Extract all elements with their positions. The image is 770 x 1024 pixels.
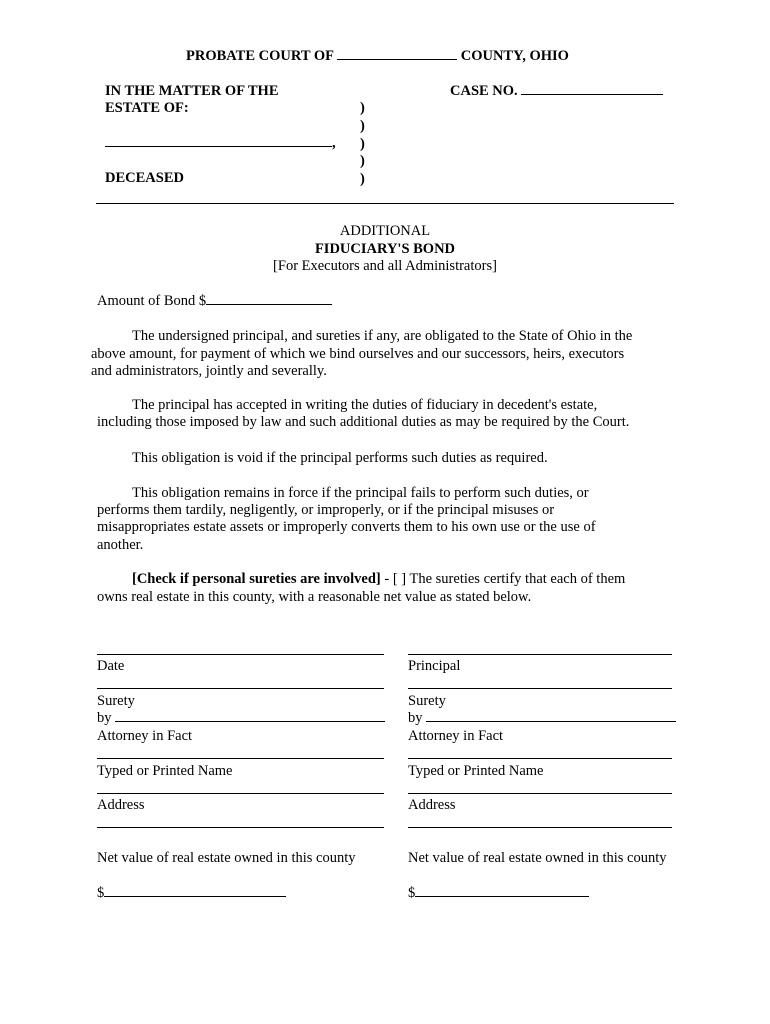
paren-1: ) (360, 100, 365, 116)
left-dollar-sign: $ (97, 885, 105, 901)
estate-name-blank[interactable] (105, 134, 332, 147)
paren-2: ) (360, 118, 365, 134)
right-attorney-label: Attorney in Fact (408, 728, 504, 744)
paren-4: ) (360, 153, 365, 169)
left-address-line2[interactable] (97, 827, 384, 828)
left-typed-line[interactable] (97, 758, 384, 759)
personal-sureties-label: [Check if personal sureties are involved] (132, 571, 381, 587)
right-surety-label: Surety (408, 693, 446, 709)
right-address-line[interactable] (408, 793, 672, 794)
left-dollar-line (97, 884, 286, 902)
amount-of-bond (97, 292, 332, 310)
para2-line1: The principal has accepted in writing the duties of fiduciary in decedent's estate, (132, 397, 598, 413)
para4-line1: This obligation remains in force if the principal fails to perform such duties, or (132, 485, 589, 501)
date-signature-line[interactable] (97, 654, 384, 655)
right-by-label: by (408, 710, 423, 726)
para4-line4: another. (97, 537, 144, 553)
title-additional: ADDITIONAL (339, 223, 431, 239)
para3: This obligation is void if the principal performs such duties as required. (132, 450, 548, 466)
para1-line1: The undersigned principal, and sureties if any, are obligated to the State of Ohio in the (132, 328, 633, 344)
para5-line2: owns real estate in this county, with a reasonable net value as stated below. (97, 589, 532, 605)
court-suffix: COUNTY, OHIO (460, 48, 569, 64)
left-surety-label: Surety (97, 693, 135, 709)
right-typed-line[interactable] (408, 758, 672, 759)
para4-line2: performs them tardily, negligently, or improperly, or if the principal misuses or (97, 502, 555, 518)
right-address-label: Address (408, 797, 456, 813)
case-number (450, 82, 663, 100)
left-address-label: Address (97, 797, 145, 813)
left-by-blank[interactable] (115, 709, 385, 722)
para1-line2: above amount, for payment of which we bind ourselves and our successors, heirs, executors (91, 346, 625, 362)
deceased-label: DECEASED (105, 170, 184, 186)
principal-signature-line[interactable] (408, 654, 672, 655)
para4-line3: misappropriates estate assets or improperly converts them to his own use or the use of (97, 519, 596, 535)
right-net-value-label: Net value of real estate owned in this county (408, 850, 667, 866)
right-dollar-line (408, 884, 589, 902)
right-surety-line[interactable] (408, 688, 672, 689)
principal-label: Principal (408, 658, 461, 674)
para2-line2: including those imposed by law and such additional duties as may be required by the Court. (97, 414, 630, 430)
para5-line1 (132, 570, 625, 588)
left-dollar-blank[interactable] (104, 884, 286, 897)
para1-line3: and administrators, jointly and severally. (91, 363, 327, 379)
paren-3: ) (360, 136, 365, 152)
header-divider (96, 203, 674, 204)
amount-blank[interactable] (206, 292, 332, 305)
amount-label: Amount of Bond $ (97, 293, 207, 309)
left-typed-label: Typed or Printed Name (97, 763, 233, 779)
right-typed-label: Typed or Printed Name (408, 763, 544, 779)
right-by-line (408, 709, 676, 727)
title-subtitle: [For Executors and all Administrators] (273, 258, 497, 274)
left-by-label: by (97, 710, 112, 726)
estate-comma: , (332, 135, 336, 151)
case-no-label: CASE NO. (450, 83, 518, 99)
right-address-line2[interactable] (408, 827, 672, 828)
right-dollar-blank[interactable] (415, 884, 589, 897)
paren-5: ) (360, 171, 365, 187)
date-label: Date (97, 658, 125, 674)
title-bond: FIDUCIARY'S BOND (314, 241, 456, 257)
right-by-blank[interactable] (426, 709, 676, 722)
left-surety-line[interactable] (97, 688, 384, 689)
court-heading (186, 47, 569, 65)
left-address-line[interactable] (97, 793, 384, 794)
matter-line2: ESTATE OF: (105, 100, 189, 116)
court-prefix: PROBATE COURT OF (186, 48, 334, 64)
county-blank[interactable] (337, 47, 457, 60)
case-no-blank[interactable] (521, 82, 663, 95)
left-by-line (97, 709, 385, 727)
surety-certify-text: - [ ] The sureties certify that each of them (380, 571, 626, 587)
left-net-value-label: Net value of real estate owned in this county (97, 850, 356, 866)
matter-line1: IN THE MATTER OF THE (105, 83, 279, 99)
estate-name-line (105, 134, 336, 152)
right-dollar-sign: $ (408, 885, 416, 901)
left-attorney-label: Attorney in Fact (97, 728, 193, 744)
